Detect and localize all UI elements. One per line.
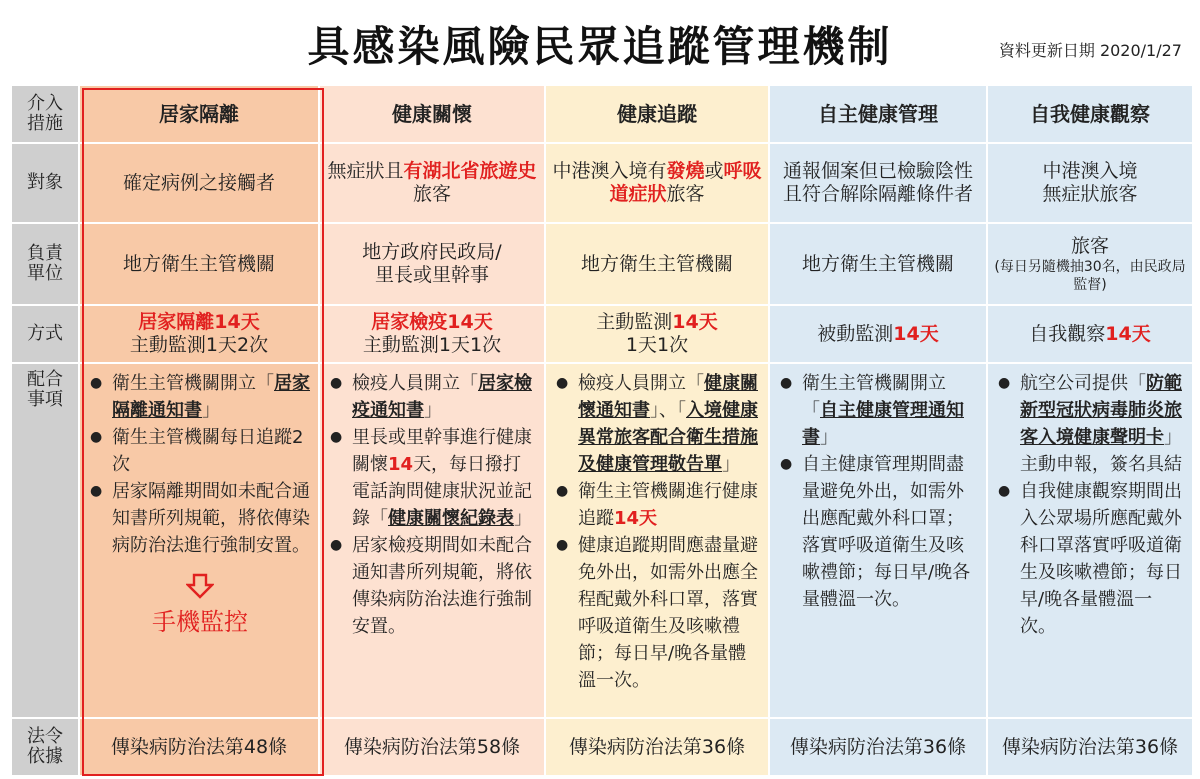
target-cell: 中港澳入境有發燒或呼吸道症狀旅客 [545, 143, 769, 223]
row-label-measure: 介入 措施 [11, 85, 79, 143]
list-item: ● 衛生主管機關進行健康追蹤14天 [554, 478, 762, 532]
law-cell: 傳染病防治法第36條 [545, 718, 769, 776]
responsible-row [11, 223, 1193, 305]
header-home-isolation: 居家隔離 [79, 85, 319, 143]
row-label-law: 法令 依據 [11, 718, 79, 776]
responsible-cell: 地方衛生主管機關 [769, 223, 987, 305]
items-cell [769, 363, 987, 718]
update-date: 資料更新日期 2020/1/27 [998, 41, 1182, 60]
list-item: ● 檢疫人員開立「居家檢疫通知書」 [328, 370, 538, 424]
law-cell: 傳染病防治法第36條 [769, 718, 987, 776]
method-row [11, 305, 1193, 363]
responsible-cell: 旅客 (每日另隨機抽30名，由民政局監督) [987, 223, 1193, 305]
items-cell [545, 363, 769, 718]
law-row [11, 718, 1193, 776]
law-cell: 傳染病防治法第58條 [319, 718, 545, 776]
tracking-table [10, 84, 1194, 777]
target-row [11, 143, 1193, 223]
items-row [11, 363, 1193, 718]
list-item: ● 自主健康管理期間盡量避免外出，如需外出應配戴外科口罩；落實呼吸道衛生及咳嗽禮節；每日早/晚各量體溫一次。 [778, 451, 980, 613]
header-self-observation: 自我健康觀察 [987, 85, 1193, 143]
row-label-items: 配合 事項 [11, 363, 79, 718]
row-label-method: 方式 [11, 305, 79, 363]
down-arrow-icon [88, 573, 312, 605]
responsible-cell: 地方政府民政局/ 里長或里幹事 [319, 223, 545, 305]
target-cell: 通報個案但已檢驗陰性且符合解除隔離條件者 [769, 143, 987, 223]
method-cell: 主動監測14天 1天1次 [545, 305, 769, 363]
method-cell: 被動監測14天 [769, 305, 987, 363]
method-cell: 居家隔離14天 主動監測1天2次 [79, 305, 319, 363]
header-health-tracking: 健康追蹤 [545, 85, 769, 143]
method-cell: 居家檢疫14天 主動監測1天1次 [319, 305, 545, 363]
target-cell: 無症狀且有湖北省旅遊史旅客 [319, 143, 545, 223]
law-cell: 傳染病防治法第36條 [987, 718, 1193, 776]
items-cell [987, 363, 1193, 718]
list-item: ● 里長或里幹事進行健康關懷14天，每日撥打電話詢問健康狀況並記錄「健康關懷紀錄表」 [328, 424, 538, 532]
list-item: ● 航空公司提供「防範新型冠狀病毒肺炎旅客入境健康聲明卡」主動申報，簽名具結 [996, 370, 1186, 478]
header-self-management: 自主健康管理 [769, 85, 987, 143]
list-item: ● 居家檢疫期間如未配合通知書所列規範，將依傳染病防治法進行強制安置。 [328, 532, 538, 640]
items-cell [79, 363, 319, 718]
target-cell: 確定病例之接觸者 [79, 143, 319, 223]
page-title: 具感染風險民眾追蹤管理機制 [307, 22, 893, 71]
list-item: ● 衛生主管機關開立「自主健康管理通知書」 [778, 370, 980, 451]
law-cell: 傳染病防治法第48條 [79, 718, 319, 776]
header-row [11, 85, 1193, 143]
responsible-cell: 地方衛生主管機關 [545, 223, 769, 305]
target-cell: 中港澳入境 無症狀旅客 [987, 143, 1193, 223]
items-cell [319, 363, 545, 718]
list-item: ● 居家隔離期間如未配合通知書所列規範，將依傳染病防治法進行強制安置。 [88, 478, 312, 559]
row-label-target: 對象 [11, 143, 79, 223]
method-cell: 自我觀察14天 [987, 305, 1193, 363]
header-health-care: 健康關懷 [319, 85, 545, 143]
list-item: ● 自我健康觀察期間出入公眾場所應配戴外科口罩落實呼吸道衛生及咳嗽禮節；每日早/晚各量體溫一次。 [996, 478, 1186, 640]
row-label-responsible: 負責 單位 [11, 223, 79, 305]
list-item: ● 衛生主管機關開立「居家隔離通知書」 [88, 370, 312, 424]
responsible-cell: 地方衛生主管機關 [79, 223, 319, 305]
list-item: ● 檢疫人員開立「健康關懷通知書」、「入境健康異常旅客配合衛生措施及健康管理敬告單」 [554, 370, 762, 478]
list-item: ● 衛生主管機關每日追蹤2次 [88, 424, 312, 478]
list-item: ● 健康追蹤期間應盡量避免外出，如需外出應全程配戴外科口罩，落實呼吸道衛生及咳嗽禮節；每日早/晚各量體溫一次。 [554, 532, 762, 694]
phone-monitor-label: 手機監控 [152, 608, 248, 636]
